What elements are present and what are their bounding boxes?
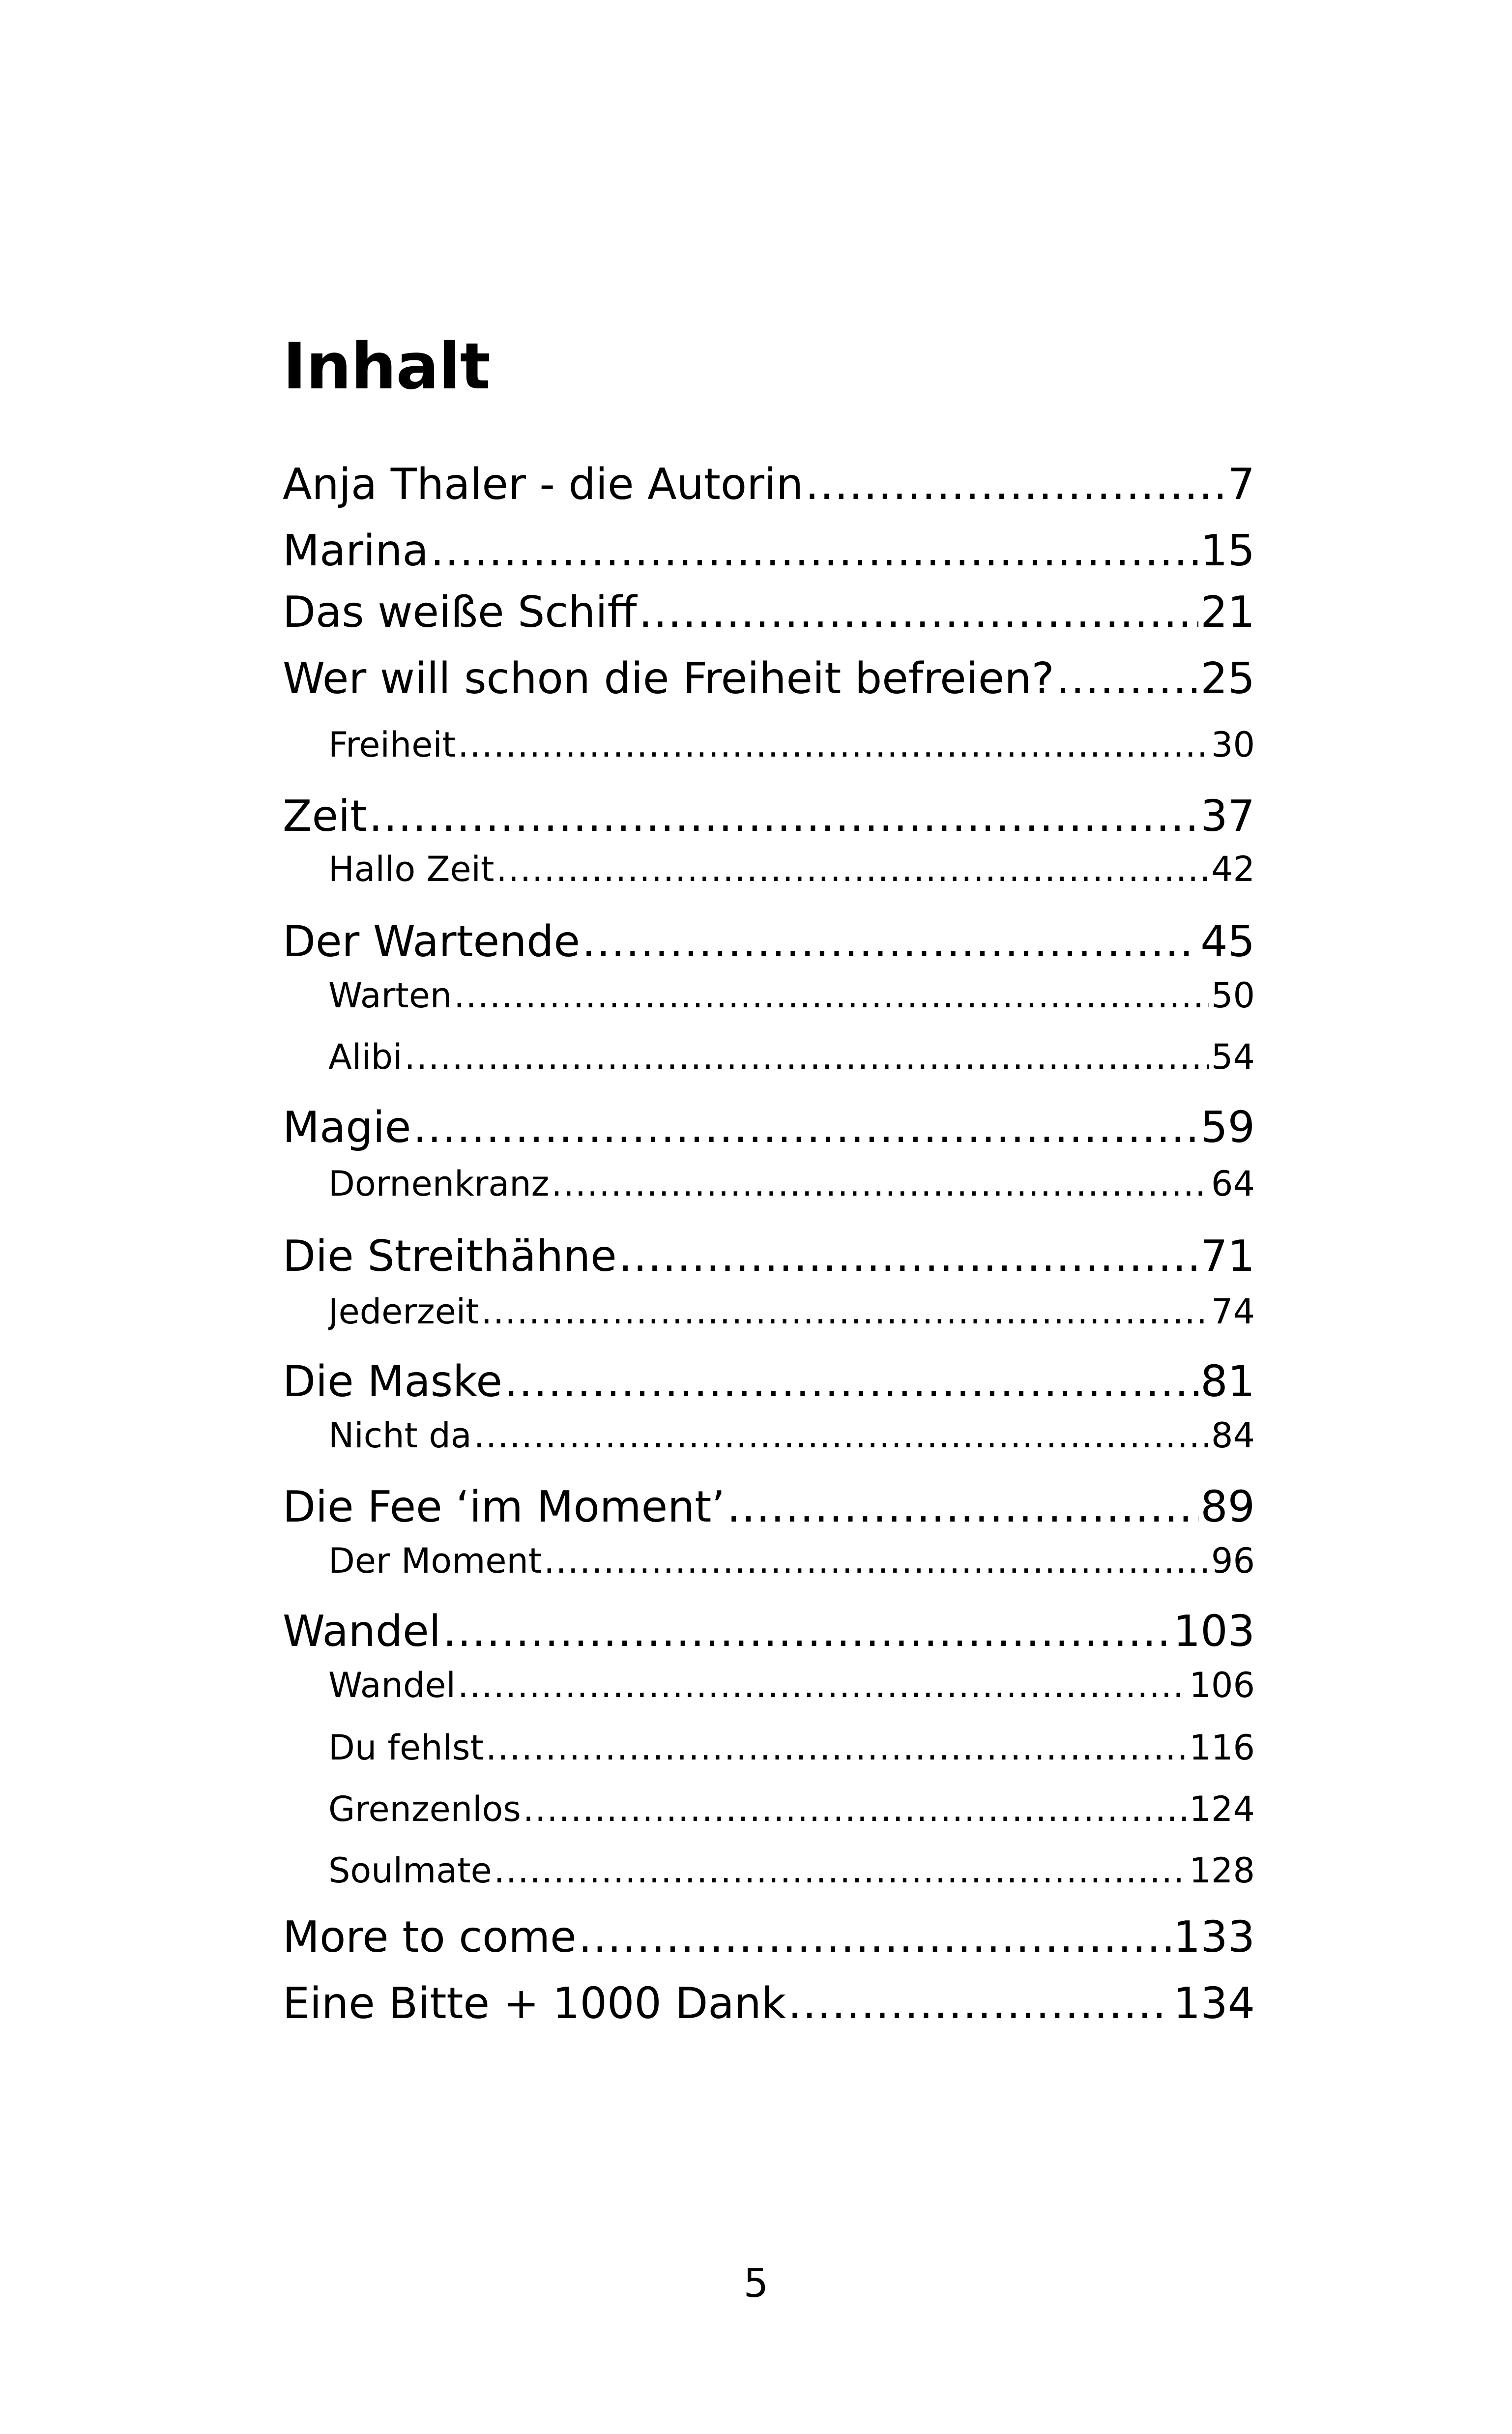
toc-entry-title: Freiheit xyxy=(328,725,456,765)
toc-entry-title: Anja Thaler - die Autorin xyxy=(283,459,804,509)
toc-entry[interactable] xyxy=(283,1098,1255,1157)
toc-entry-page-number: 116 xyxy=(1189,1728,1255,1768)
toc-entry-title: Die Fee ‘im Moment’ xyxy=(283,1482,726,1532)
toc-entry[interactable] xyxy=(283,521,1255,580)
toc-entry-page-number: 54 xyxy=(1211,1037,1255,1077)
toc-entry-page-number: 21 xyxy=(1200,587,1255,637)
toc-entry-title: Der Moment xyxy=(328,1541,542,1581)
toc-entry[interactable] xyxy=(328,845,1255,894)
toc-entry[interactable] xyxy=(283,1227,1255,1286)
toc-entry[interactable] xyxy=(328,1287,1255,1336)
toc-entry[interactable] xyxy=(283,1352,1255,1411)
toc-entry-title: Die Maske xyxy=(283,1356,502,1407)
toc-entry[interactable] xyxy=(283,649,1255,708)
toc-dot-leader xyxy=(619,1227,1199,1286)
toc-entry[interactable] xyxy=(283,1602,1255,1661)
toc-entry-title: Soulmate xyxy=(328,1850,492,1891)
toc-entry[interactable] xyxy=(328,1846,1255,1895)
toc-entry-title: Wer will schon die Freiheit befreien? xyxy=(283,653,1054,704)
toc-entry-title: Wandel xyxy=(283,1606,441,1656)
toc-dot-leader xyxy=(582,912,1198,971)
toc-dot-leader xyxy=(474,1411,1209,1460)
toc-entry-title: Dornenkranz xyxy=(328,1164,550,1204)
toc-entry-title: Das weiße Schiff xyxy=(283,587,637,637)
toc-entry-page-number: 84 xyxy=(1211,1415,1255,1456)
toc-entry-title: Zeit xyxy=(283,791,367,841)
toc-entry[interactable] xyxy=(328,1159,1255,1208)
toc-entry-page-number: 45 xyxy=(1200,916,1255,967)
toc-entry-title: Die Streithähne xyxy=(283,1231,617,1281)
toc-entry[interactable] xyxy=(328,971,1255,1020)
toc-dot-leader xyxy=(458,720,1209,769)
toc-entry-page-number: 96 xyxy=(1211,1541,1255,1581)
toc-entry-page-number: 134 xyxy=(1173,1978,1255,2028)
toc-entry-page-number: 15 xyxy=(1200,526,1255,576)
toc-dot-leader xyxy=(431,521,1199,580)
toc-entry-page-number: 50 xyxy=(1211,975,1255,1016)
toc-entry-title: Magie xyxy=(283,1102,411,1152)
toc-entry-page-number: 106 xyxy=(1189,1665,1255,1705)
toc-entry-title: Du fehlst xyxy=(328,1728,484,1768)
toc-entry[interactable] xyxy=(283,1974,1255,2033)
toc-entry-page-number: 59 xyxy=(1200,1102,1255,1152)
toc-dot-leader xyxy=(805,455,1225,514)
toc-dot-leader xyxy=(496,845,1209,894)
toc-entry-title: Alibi xyxy=(328,1037,403,1077)
toc-entry[interactable] xyxy=(283,1477,1255,1536)
toc-dot-leader xyxy=(486,1723,1187,1772)
toc-entry[interactable] xyxy=(283,1907,1255,1966)
toc-entry-title: Wandel xyxy=(328,1665,456,1705)
toc-dot-leader xyxy=(443,1602,1171,1661)
toc-entry-page-number: 25 xyxy=(1200,653,1255,704)
toc-entry-title: Grenzenlos xyxy=(328,1789,521,1829)
toc-entry[interactable] xyxy=(283,583,1255,642)
toc-entry-page-number: 64 xyxy=(1211,1164,1255,1204)
toc-entry-title: Der Wartende xyxy=(283,916,581,967)
toc-dot-leader xyxy=(579,1907,1171,1966)
toc-dot-leader xyxy=(458,1661,1187,1710)
toc-entry[interactable] xyxy=(283,455,1255,514)
toc-entry-page-number: 71 xyxy=(1200,1231,1255,1281)
toc-entry-page-number: 42 xyxy=(1211,849,1255,889)
toc-entry-page-number: 128 xyxy=(1189,1850,1255,1891)
toc-entry[interactable] xyxy=(328,1661,1255,1710)
toc-entry-page-number: 89 xyxy=(1200,1482,1255,1532)
toc-entry[interactable] xyxy=(328,1723,1255,1772)
toc-dot-leader xyxy=(369,787,1198,846)
page-number: 5 xyxy=(743,2260,769,2306)
toc-dot-leader xyxy=(413,1098,1198,1157)
toc-entry[interactable] xyxy=(328,1536,1255,1585)
toc-entry-title: More to come xyxy=(283,1912,577,1962)
toc-dot-leader xyxy=(788,1974,1171,2033)
toc-entry-page-number: 133 xyxy=(1173,1912,1255,1962)
toc-entry-page-number: 37 xyxy=(1200,791,1255,841)
toc-entry[interactable] xyxy=(328,720,1255,769)
toc-entry[interactable] xyxy=(283,787,1255,846)
toc-entry[interactable] xyxy=(328,1411,1255,1460)
toc-dot-leader xyxy=(405,1032,1209,1082)
toc-entry-page-number: 30 xyxy=(1211,725,1255,765)
toc-entry-page-number: 103 xyxy=(1173,1606,1255,1656)
toc-dot-leader xyxy=(639,583,1198,642)
toc-dot-leader xyxy=(494,1846,1188,1895)
toc-entry-title: Jederzeit xyxy=(328,1291,479,1332)
toc-entry-title: Eine Bitte + 1000 Dank xyxy=(283,1978,786,2028)
toc-entry[interactable] xyxy=(328,1032,1255,1082)
toc-dot-leader xyxy=(1056,649,1199,708)
page-title: Inhalt xyxy=(283,329,490,404)
toc-entry-page-number: 124 xyxy=(1189,1789,1255,1829)
toc-entry-page-number: 81 xyxy=(1200,1356,1255,1407)
toc-dot-leader xyxy=(544,1536,1209,1585)
toc-dot-leader xyxy=(551,1159,1209,1208)
toc-dot-leader xyxy=(454,971,1209,1020)
toc-dot-leader xyxy=(481,1287,1209,1336)
toc-entry-title: Marina xyxy=(283,526,429,576)
toc-dot-leader xyxy=(727,1477,1198,1536)
toc-entry-page-number: 74 xyxy=(1211,1291,1255,1332)
toc-entry-title: Hallo Zeit xyxy=(328,849,494,889)
toc-entry-page-number: 7 xyxy=(1227,459,1255,509)
toc-dot-leader xyxy=(523,1785,1188,1834)
toc-entry-title: Nicht da xyxy=(328,1415,472,1456)
toc-entry-title: Warten xyxy=(328,975,452,1016)
toc-entry[interactable] xyxy=(328,1785,1255,1834)
toc-entry[interactable] xyxy=(283,912,1255,971)
toc-dot-leader xyxy=(504,1352,1198,1411)
